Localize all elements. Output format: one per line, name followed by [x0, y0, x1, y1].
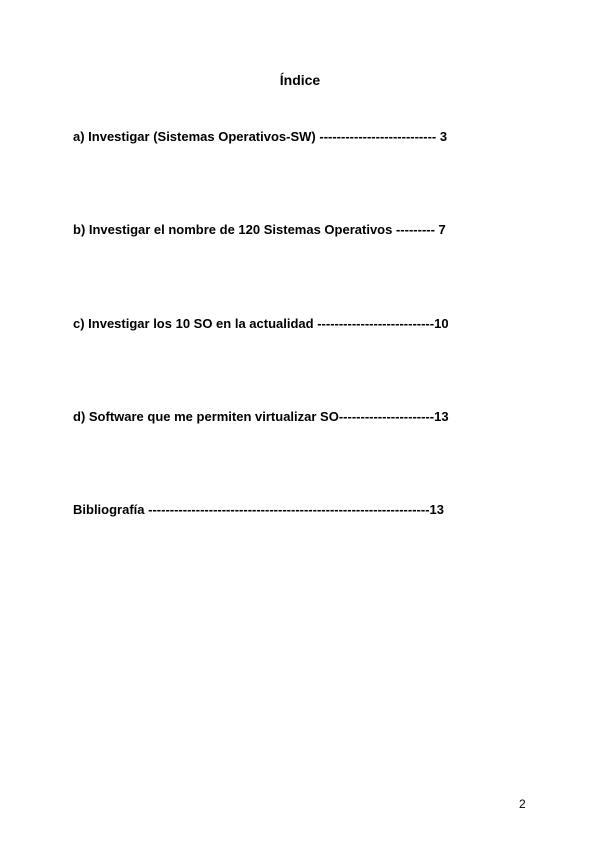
toc-entry-bibliografia: [73, 502, 444, 517]
toc-entry-label: c) Investigar los 10 SO en la actualidad: [73, 316, 314, 331]
toc-entry-page: 13: [434, 409, 449, 424]
toc-entry-c: [73, 316, 449, 331]
toc-entry-label: b) Investigar el nombre de 120 Sistemas Operativos: [73, 222, 393, 237]
toc-entry-leader: -----------------------------------------------------------------: [144, 502, 430, 517]
toc-entry-d: [73, 409, 449, 424]
page-title: Índice: [279, 72, 321, 88]
toc-entry-leader: ---------------------------: [313, 316, 435, 331]
toc-entry-a: [73, 129, 447, 144]
page-number: 2: [519, 797, 526, 811]
toc-entry-label: a) Investigar (Sistemas Operativos-SW): [73, 129, 316, 144]
toc-entry-page: 7: [438, 222, 446, 237]
toc-entry-leader: ---------------------------: [315, 129, 440, 144]
toc-entry-leader: ---------: [392, 222, 439, 237]
toc-entry-b: [73, 222, 446, 237]
toc-entry-page: 3: [439, 129, 448, 144]
toc-entry-leader: ----------------------: [338, 409, 435, 424]
toc-entry-label: d) Software que me permiten virtualizar SO: [73, 409, 339, 424]
toc-entry-page: 10: [434, 316, 449, 331]
toc-entry-page: 13: [429, 502, 444, 517]
toc-entry-label: Bibliografía: [73, 502, 145, 517]
